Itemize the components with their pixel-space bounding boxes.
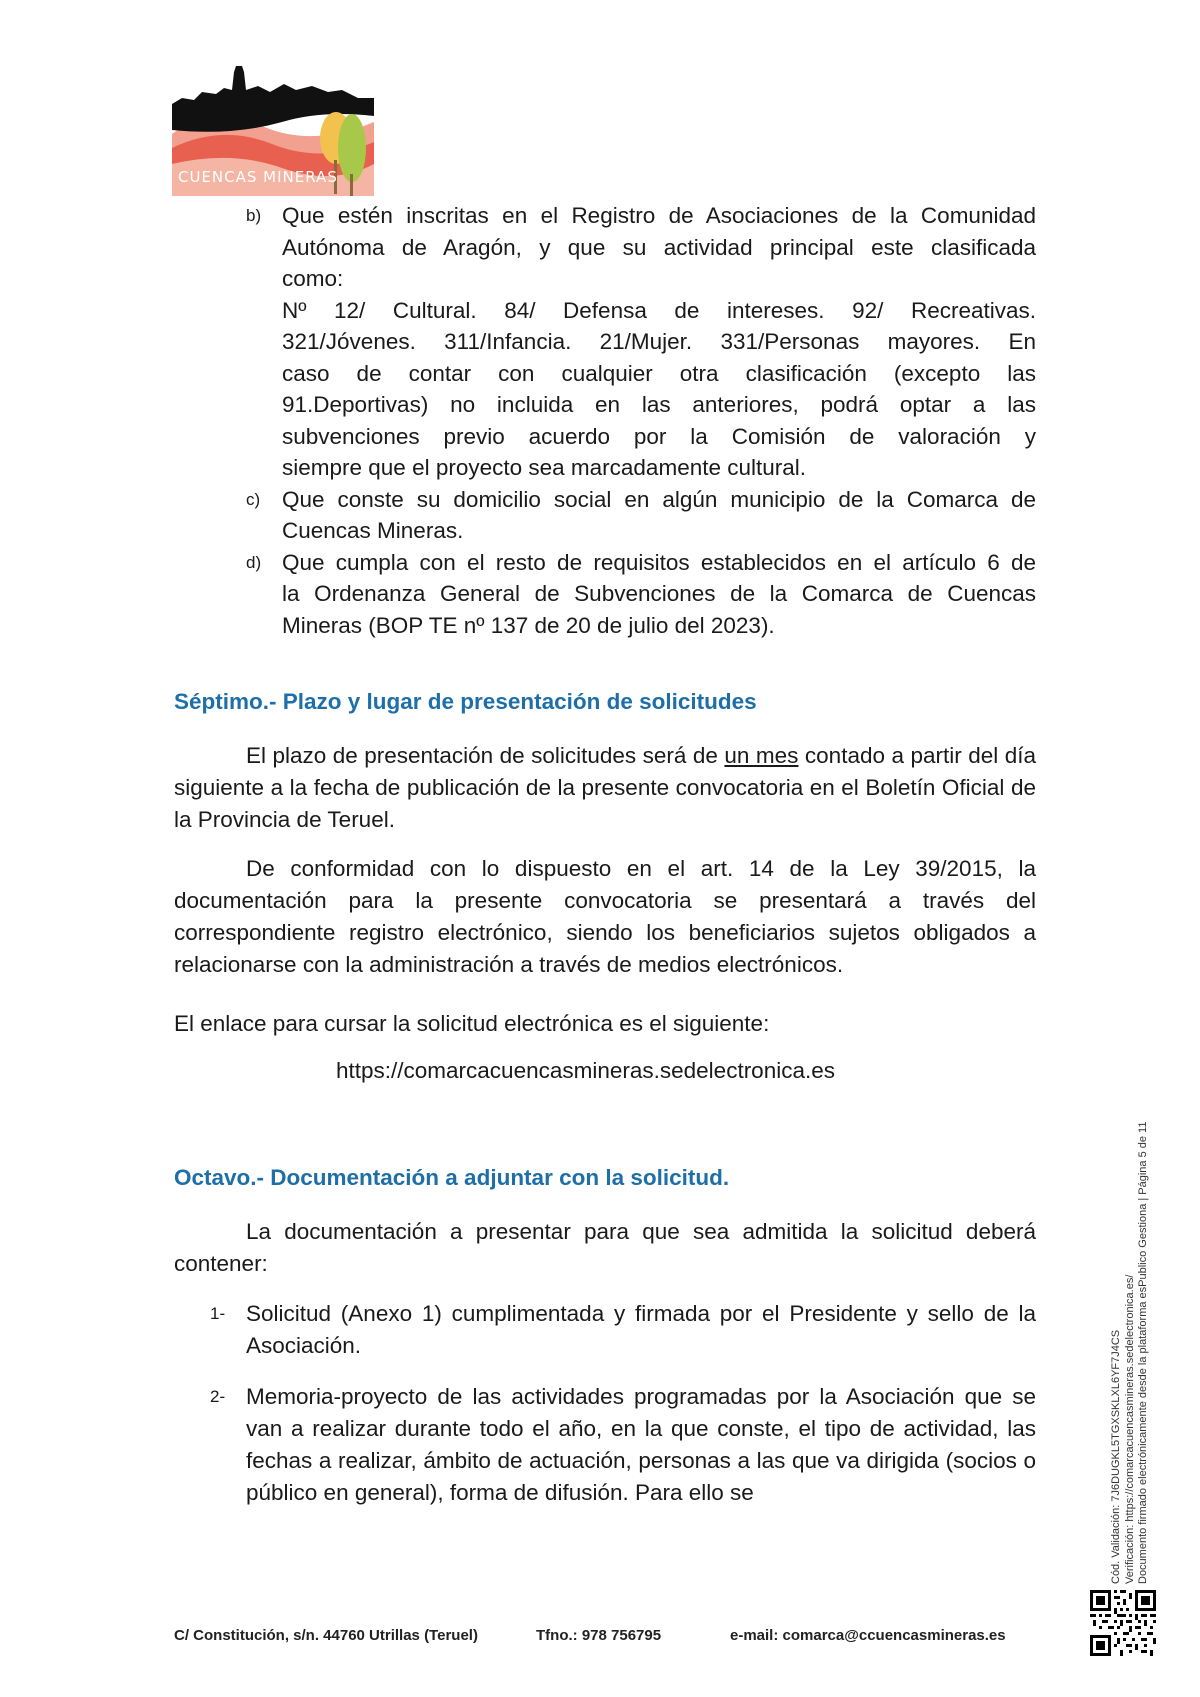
logo-text: CUENCAS MINERAS bbox=[178, 168, 338, 186]
text-span: contado a partir del día siguiente a la fecha de publicación de la presente convocatoria en el Boletín Oficial de la Provincia de Teruel. bbox=[174, 743, 1037, 832]
qr-code bbox=[1090, 1590, 1156, 1656]
footer-address: C/ Constitución, s/n. 44760 Utrillas (Teruel) bbox=[174, 1627, 478, 1644]
text-span: De conformidad con lo dispuesto en el art. 14 de la Ley 39/2015, la documentación para la presente convocatoria se presentará a través del correspondiente registro electrónico, siendo los beneficiarios sujetos obligados a relacionarse con la administración a través de medios electrónicos. bbox=[174, 856, 1036, 977]
solicitud-link[interactable]: https://comarcacuencasmineras.sedelectronica.es bbox=[336, 1058, 835, 1083]
paragraph-plazo bbox=[174, 740, 1036, 836]
cuencas-mineras-logo bbox=[172, 64, 374, 196]
list-line: 321/Jóvenes. 311/Infancia. 21/Mujer. 331/Personas mayores. En bbox=[282, 329, 1036, 354]
list-line: Mineras (BOP TE nº 137 de 20 de julio del 2023). bbox=[282, 612, 775, 638]
list-item-d bbox=[174, 547, 1036, 642]
list-marker: c) bbox=[246, 489, 261, 509]
numbered-item-text: Solicitud (Anexo 1) cumplimentada y firmada por el Presidente y sello de la Asociación. bbox=[246, 1301, 1036, 1358]
list-line: Que conste su domicilio social en algún municipio de la Comarca de bbox=[282, 486, 1036, 512]
section-heading-octavo: Octavo.- Documentación a adjuntar con la solicitud. bbox=[174, 1165, 730, 1190]
paragraph-documentacion bbox=[174, 1216, 1036, 1280]
list-item-c bbox=[174, 484, 1036, 547]
list-marker: b) bbox=[246, 206, 262, 225]
list-line: la Ordenanza General de Subvenciones de la Comarca de Cuencas bbox=[282, 581, 1036, 606]
stamp-line: Cód. Validación: 7J6DUGKL5TGXSKLXL6YF7J4CS bbox=[1110, 1329, 1122, 1584]
paragraph-enlace: El enlace para cursar la solicitud electrónica es el siguiente: bbox=[174, 1011, 770, 1036]
list-line: 91.Deportivas) no incluida en las anteriores, podrá optar a las bbox=[282, 392, 1036, 417]
list-item-b bbox=[174, 200, 1036, 484]
list-line: subvenciones previo acuerdo por la Comisión de valoración y bbox=[282, 423, 1036, 449]
underlined-term: un mes bbox=[724, 743, 799, 768]
numbered-item-text: Memoria-proyecto de las actividades programadas por la Asociación que se van a realizar durante todo el año, en la que conste, el tipo de actividad, las fechas a realizar, ámbito de actuación, personas a las que va dirigida (socios o público en general), forma de difusión. Para ello se bbox=[246, 1384, 1036, 1505]
list-line: Cuencas Mineras. bbox=[282, 518, 464, 543]
numbered-item-1 bbox=[174, 1298, 1036, 1362]
list-line: Que cumpla con el resto de requisitos establecidos en el artículo 6 de bbox=[282, 549, 1036, 575]
text-span: La documentación a presentar para que sea admitida la solicitud deberá contener: bbox=[174, 1219, 1036, 1276]
list-marker: 2- bbox=[210, 1387, 226, 1406]
list-line: como: bbox=[282, 266, 344, 291]
paragraph-conformidad bbox=[174, 853, 1036, 981]
verification-stamp bbox=[1110, 1064, 1151, 1584]
requirements-list bbox=[174, 200, 1036, 641]
list-line: caso de contar con cualquier otra clasificación (excepto las bbox=[282, 360, 1036, 386]
list-marker: 1- bbox=[210, 1304, 226, 1323]
list-line: Que estén inscritas en el Registro de Asociaciones de la Comunidad bbox=[282, 203, 1036, 228]
text-span: El plazo de presentación de solicitudes será de bbox=[246, 743, 725, 768]
footer-email: e-mail: comarca@ccuencasmineras.es bbox=[730, 1627, 1006, 1644]
footer-phone: Tfno.: 978 756795 bbox=[536, 1627, 662, 1644]
stamp-line: Documento firmado electrónicamente desde la plataforma esPublico Gestiona | Página 5 de 11 bbox=[1137, 1121, 1149, 1584]
list-line: siempre que el proyecto sea marcadamente cultural. bbox=[282, 455, 807, 480]
list-line: Nº 12/ Cultural. 84/ Defensa de intereses. 92/ Recreativas. bbox=[282, 297, 1036, 323]
list-line: Autónoma de Aragón, y que su actividad principal este clasificada bbox=[282, 234, 1036, 260]
numbered-item-2 bbox=[174, 1381, 1036, 1509]
list-marker: d) bbox=[246, 552, 262, 572]
section-heading-septimo: Séptimo.- Plazo y lugar de presentación de solicitudes bbox=[174, 689, 757, 714]
stamp-line: Verificación: https://comarcacuencasmineras.sedelectronica.es/ bbox=[1123, 1274, 1136, 1584]
